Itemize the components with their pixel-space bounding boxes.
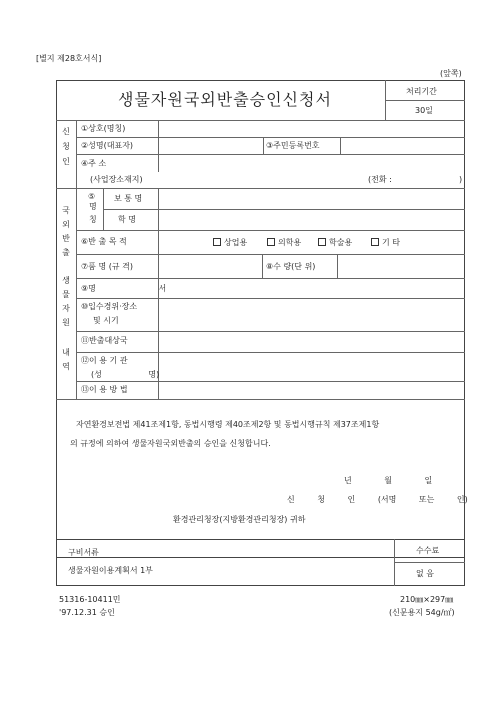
registration-number-field[interactable] xyxy=(342,138,462,153)
export-section-label: 국 외 반 출 생 물 자 원 내 역 xyxy=(62,206,70,371)
name-char-1: 명 xyxy=(89,202,97,211)
registration-number-label: ③주민등록번호 xyxy=(266,141,320,150)
institution-name-label: (성 명) xyxy=(91,370,160,379)
business-location-label: (사업장소재지) xyxy=(90,175,143,184)
address-label: ④주 소 xyxy=(81,159,107,168)
quantity-label: ⑧수 량(단 위) xyxy=(266,262,316,271)
common-name-field[interactable] xyxy=(160,189,460,208)
name-char-2: 칭 xyxy=(89,215,97,224)
form-code: 51316-10411민 xyxy=(59,595,121,604)
declaration-line-2: 의 규정에 의하여 생물자원국외반출의 승인을 신청합니다. xyxy=(70,439,271,448)
quantity-field[interactable] xyxy=(339,255,461,277)
representative-name-label: ②성명(대표자) xyxy=(81,141,134,150)
commercial-checkbox[interactable] xyxy=(213,238,221,246)
spec-field[interactable] xyxy=(160,279,460,297)
item-label: ⑦품 명 (규 격) xyxy=(81,262,133,271)
applicant-section-label: 신 청 인 xyxy=(62,127,70,166)
spec-label: ⑨명 서 xyxy=(81,284,167,293)
phone-close: ) xyxy=(459,175,463,184)
applicant-signature-line: 신 청 인 (서명 또는 인) xyxy=(287,495,468,504)
phone-field[interactable] xyxy=(398,173,456,185)
acquisition-label-2: 및 시기 xyxy=(93,316,119,325)
trade-name-label: ①상호(명칭) xyxy=(81,124,126,133)
academic-checkbox[interactable] xyxy=(318,238,326,246)
recipient-line: 환경관리청장(지방환경관리청장) 귀하 xyxy=(173,515,306,524)
phone-label: (전화 : xyxy=(368,175,392,184)
form-title: 생물자원국외반출승인신청서 xyxy=(118,90,332,109)
institution-field[interactable] xyxy=(160,353,460,380)
acquisition-field[interactable] xyxy=(160,299,460,330)
attachments-item: 생물자원이용계획서 1부 xyxy=(68,566,153,575)
item-field[interactable] xyxy=(160,255,260,277)
fee-value: 없 음 xyxy=(416,569,434,578)
name-number: ⑤ xyxy=(88,192,96,201)
fee-label: 수수료 xyxy=(416,546,440,555)
page-side-label: (앞쪽) xyxy=(440,69,462,78)
destination-field[interactable] xyxy=(160,332,460,351)
address-field[interactable] xyxy=(160,155,460,171)
method-field[interactable] xyxy=(160,382,460,398)
trade-name-field[interactable] xyxy=(160,121,460,136)
scientific-name-label: 학 명 xyxy=(118,215,136,224)
purpose-academic-option[interactable]: 학술용 xyxy=(318,238,352,247)
purpose-other-option[interactable]: 기 타 xyxy=(371,238,400,247)
purpose-medical-option[interactable]: 의학용 xyxy=(267,238,301,247)
medical-checkbox[interactable] xyxy=(267,238,275,246)
other-checkbox[interactable] xyxy=(371,238,379,246)
paper-size: 210㎜×297㎜ xyxy=(400,595,454,604)
processing-period-value: 30일 xyxy=(415,106,433,115)
acquisition-label: ⑩입수경위·장소 xyxy=(81,302,138,311)
form-number: [별지 제28호서식] xyxy=(36,54,102,63)
processing-period-label: 처리기간 xyxy=(406,87,437,96)
paper-type: (신문용지 54g/㎡) xyxy=(389,608,455,617)
common-name-label: 보 통 명 xyxy=(114,194,143,203)
destination-label: ⑪반출대상국 xyxy=(81,336,128,345)
purpose-label: ⑥반 출 목 적 xyxy=(81,237,127,246)
date-line: 년 월 일 xyxy=(344,476,433,485)
scientific-name-field[interactable] xyxy=(160,210,460,229)
attachments-title: 구비서류 xyxy=(68,548,99,557)
method-label: ⑬이 용 방 법 xyxy=(81,385,128,394)
representative-name-field[interactable] xyxy=(160,138,260,153)
declaration-line-1: 자연환경보전법 제41조제1항, 동법시행령 제40조제2항 및 동법시행규칙 제37조제1항 xyxy=(76,420,380,429)
approval-date: '97.12.31 승인 xyxy=(59,608,115,617)
purpose-commercial-option[interactable]: 상업용 xyxy=(213,238,247,247)
institution-label: ⑫이 용 기 관 xyxy=(81,356,128,365)
